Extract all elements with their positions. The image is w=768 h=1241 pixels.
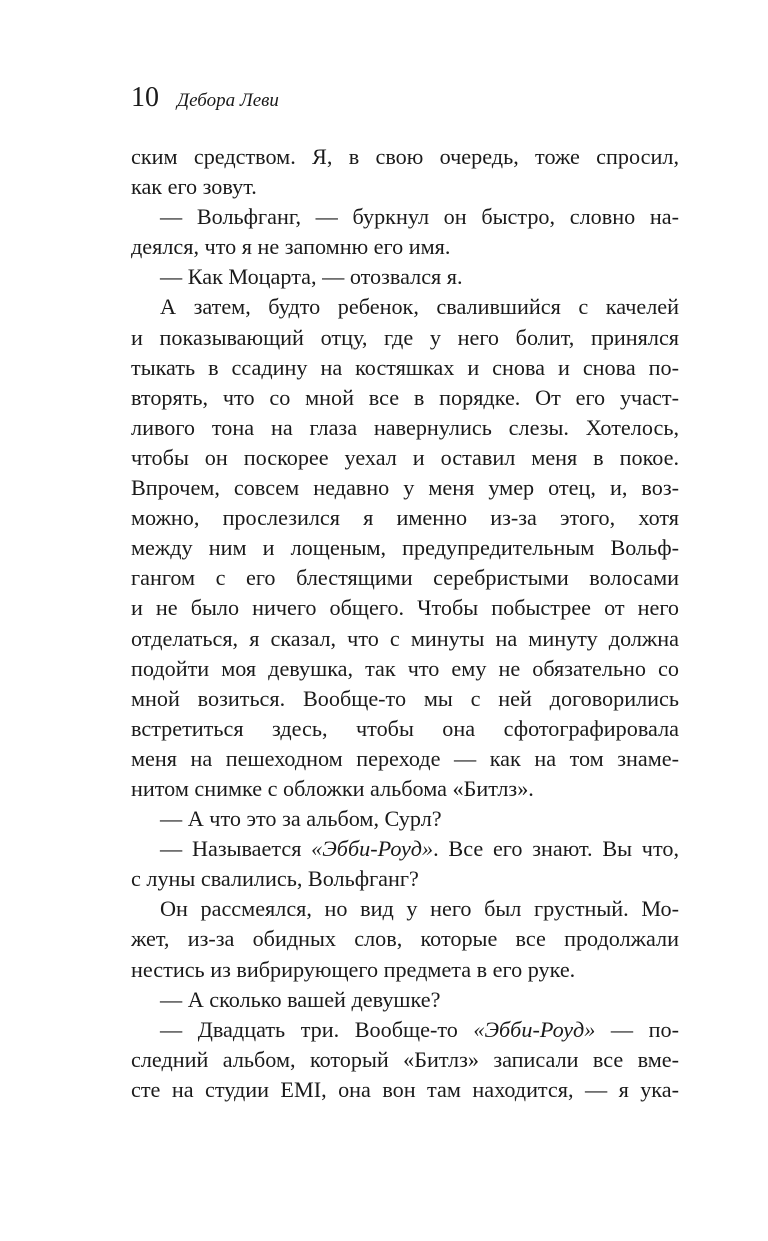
text-line: — Вольфганг, — буркнул он быстро, словно на- bbox=[160, 204, 679, 230]
text-line: и показывающий отцу, где у него болит, принялся bbox=[131, 324, 679, 350]
text-line bbox=[131, 1015, 679, 1045]
text-line: гангом с его блестящими серебристыми волосами bbox=[131, 565, 679, 591]
text-line: Впрочем, совсем недавно у меня умер отец, и, воз- bbox=[131, 475, 679, 501]
running-title: Дебора Леви bbox=[177, 90, 279, 111]
page-number: 10 bbox=[131, 82, 159, 113]
text-line: между ним и лощеным, предупредительным Вольф- bbox=[131, 535, 679, 561]
text-line: можно, прослезился я именно из-за этого, хотя bbox=[131, 505, 679, 531]
text-line: жет, из-за обидных слов, которые все продолжали bbox=[131, 926, 679, 952]
album-title: «Эбби-Роуд» bbox=[311, 836, 434, 862]
body-text bbox=[131, 142, 679, 1105]
page-header bbox=[131, 82, 279, 118]
text-line: деялся, что я не запомню его имя. bbox=[131, 234, 451, 260]
text-line: подойти моя девушка, так что ему не обязательно со bbox=[131, 655, 679, 681]
text-line: нитом снимке с обложки альбома «Битлз». bbox=[131, 775, 534, 801]
text-line: тыкать в ссадину на костяшках и снова и снова по- bbox=[131, 354, 679, 380]
text-segment: . Все его знают. Вы что, bbox=[433, 836, 679, 862]
text-line: нестись из вибрирующего предмета в его руке. bbox=[131, 956, 576, 982]
text-line bbox=[131, 834, 679, 864]
text-line: меня на пешеходном переходе — как на том знаме- bbox=[131, 745, 679, 771]
text-line: — А что это за альбом, Сурл? bbox=[160, 806, 442, 832]
text-line: и не было ничего общего. Чтобы побыстрее от него bbox=[131, 595, 679, 621]
text-line: как его зовут. bbox=[131, 174, 257, 200]
text-line: с луны свалились, Вольфганг? bbox=[131, 866, 419, 892]
text-line: мной возиться. Вообще-то мы с ней договорились bbox=[131, 685, 679, 711]
text-line: встретиться здесь, чтобы она сфотографировала bbox=[131, 715, 679, 741]
text-line: вторять, что со мной все в порядке. От его участ- bbox=[131, 384, 679, 410]
text-line: — А сколько вашей девушке? bbox=[160, 986, 441, 1012]
text-line: ливого тона на глаза навернулись слезы. Хотелось, bbox=[131, 414, 679, 440]
text-line: отделаться, я сказал, что с минуты на минуту должна bbox=[131, 625, 679, 651]
text-line: — Как Моцарта, — отозвался я. bbox=[160, 264, 463, 290]
album-title: «Эбби-Роуд» bbox=[473, 1016, 596, 1042]
text-line: чтобы он поскорее уехал и оставил меня в покое. bbox=[131, 444, 679, 470]
text-segment: — по- bbox=[595, 1016, 679, 1042]
text-line: А затем, будто ребенок, свалившийся с качелей bbox=[160, 294, 679, 320]
text-line: ским средством. Я, в свою очередь, тоже спросил, bbox=[131, 144, 679, 169]
text-segment: — Двадцать три. Вообще-то bbox=[160, 1016, 474, 1042]
text-line: Он рассмеялся, но вид у него был грустный. Мо- bbox=[160, 896, 679, 922]
text-line: следний альбом, который «Битлз» записали все вме- bbox=[131, 1046, 679, 1072]
text-segment: — Называется bbox=[160, 836, 312, 862]
text-line: сте на студии EMI, она вон там находится, — я ука- bbox=[131, 1076, 679, 1102]
